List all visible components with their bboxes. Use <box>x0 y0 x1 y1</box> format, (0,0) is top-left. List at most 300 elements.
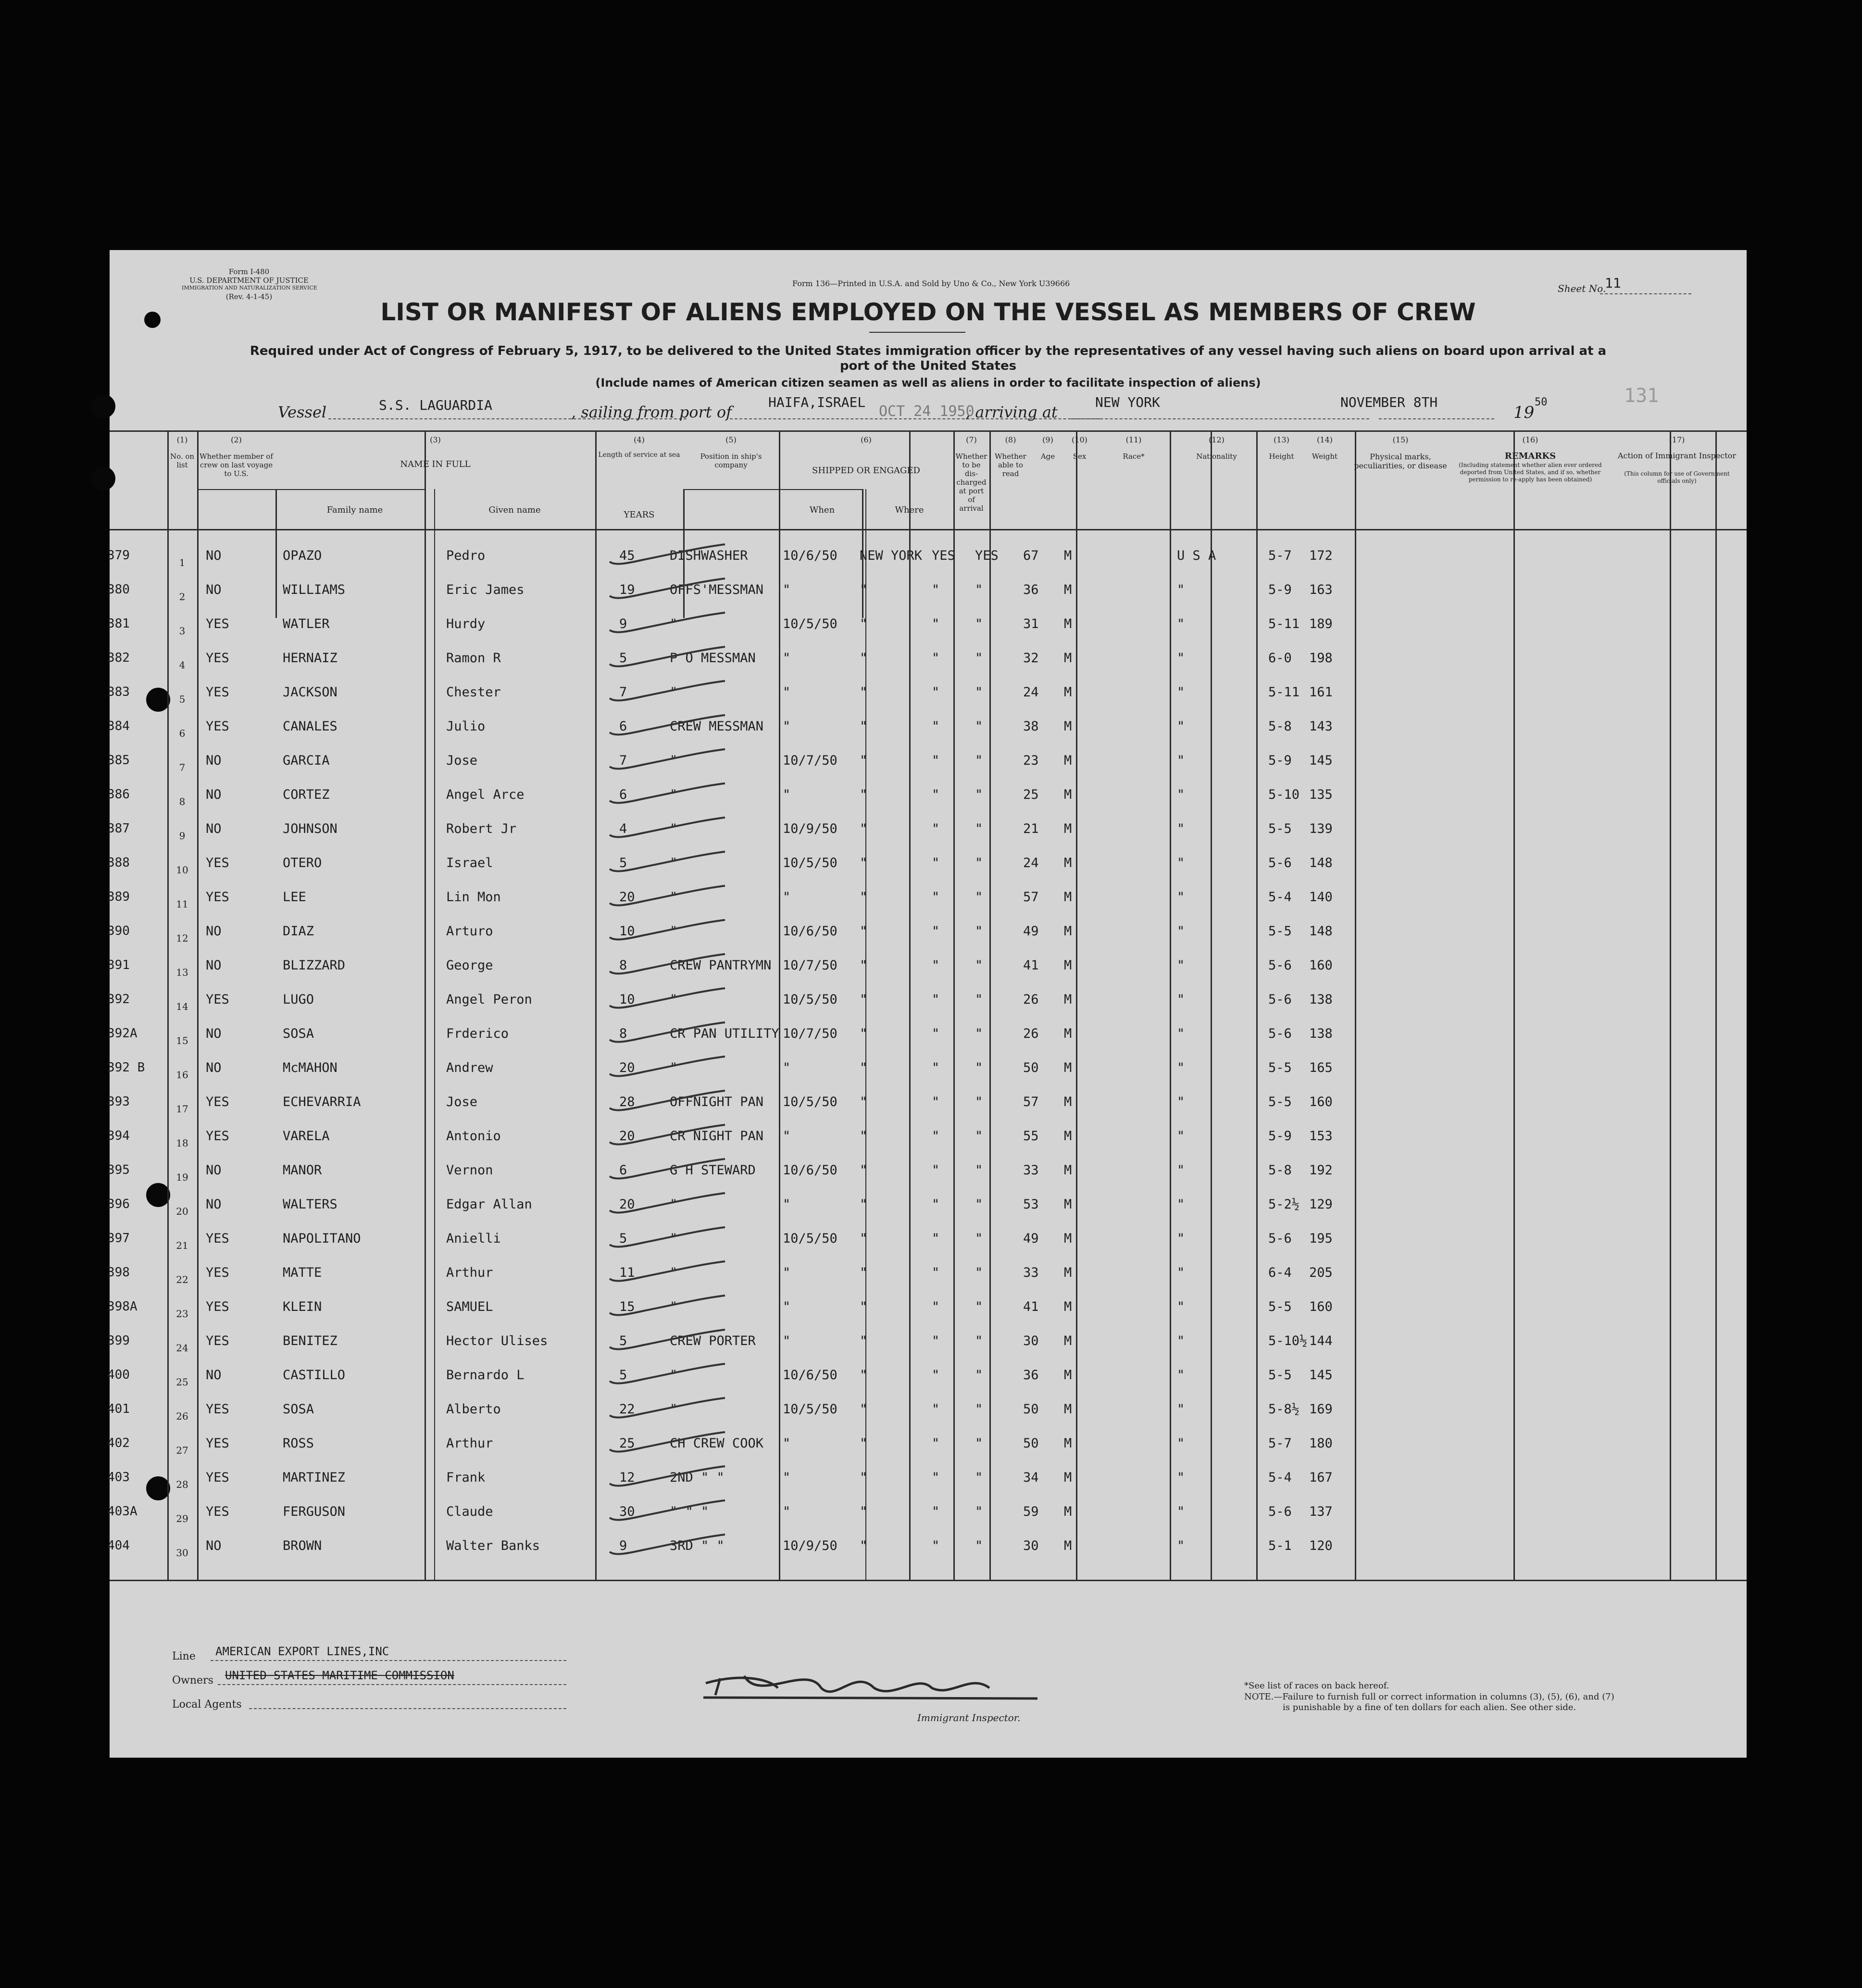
cell-weight: 145 <box>1309 1368 1333 1383</box>
check-mark <box>605 1089 730 1113</box>
cell-nat: " <box>1177 1436 1185 1451</box>
cell-height: 5-5 <box>1268 821 1292 836</box>
cell-margin: 380 <box>107 582 130 597</box>
cell-last: YES <box>206 1504 229 1519</box>
cell-disch: " <box>932 821 940 836</box>
cell-family: McMAHON <box>283 1060 337 1075</box>
cell-margin: 399 <box>107 1334 130 1348</box>
cell-family: DIAZ <box>283 924 314 939</box>
cell-margin: 394 <box>107 1129 130 1143</box>
cell-given: Robert Jr <box>446 821 517 836</box>
cell-pos: " <box>670 992 678 1007</box>
cell-last: NO <box>206 1538 222 1553</box>
cell-years: 6 <box>619 1163 627 1178</box>
cell-family: WILLIAMS <box>283 582 346 597</box>
cell-where: " <box>860 1197 868 1212</box>
cell-height: 5-4 <box>1268 890 1292 905</box>
cell-age: 25 <box>1023 787 1039 802</box>
cell-nat: U S A <box>1177 548 1216 563</box>
cell-where: NEW YORK <box>860 548 923 563</box>
cell-where: " <box>860 1265 868 1280</box>
cell-family: WATLER <box>283 617 330 631</box>
cell-no: 6 <box>179 728 186 739</box>
cell-read: " <box>975 1095 983 1109</box>
subtitle-3: (Include names of American citizen seamen as well as aliens in order to facilitate inspection of aliens) <box>595 376 1261 390</box>
table-row <box>107 914 1747 948</box>
cell-no: 17 <box>176 1103 188 1115</box>
cell-family: CORTEZ <box>283 787 330 802</box>
cell-where: " <box>860 685 868 700</box>
table-row <box>107 812 1747 846</box>
cell-margin: 392 B <box>107 1060 145 1075</box>
stamp-number: 131 <box>1624 385 1659 407</box>
race-note: *See list of races on back hereof. <box>1244 1681 1389 1691</box>
cell-given: Arthur <box>446 1265 493 1280</box>
cell-where: " <box>860 1504 868 1519</box>
cell-age: 38 <box>1023 719 1039 734</box>
cell-age: 50 <box>1023 1436 1039 1451</box>
cell-disch: " <box>932 685 940 700</box>
cell-last: NO <box>206 787 222 802</box>
check-mark <box>605 1464 730 1488</box>
cell-family: BLIZZARD <box>283 958 346 973</box>
column-number: (11) <box>1125 435 1142 444</box>
cell-read: " <box>975 1470 983 1485</box>
cell-where: " <box>860 1470 868 1485</box>
column-number: (9) <box>1042 435 1053 444</box>
cell-no: 5 <box>179 693 186 705</box>
cell-pos: " <box>670 1231 678 1246</box>
cell-margin: 389 <box>107 890 130 904</box>
table-row <box>107 1017 1747 1051</box>
check-mark <box>605 918 730 942</box>
cell-disch: " <box>932 1129 940 1144</box>
cell-height: 5-6 <box>1268 856 1292 870</box>
cell-no: 7 <box>179 762 186 773</box>
cell-family: GARCIA <box>283 753 330 768</box>
cell-family: BENITEZ <box>283 1334 337 1348</box>
cell-when: 10/5/50 <box>783 1402 837 1417</box>
cell-height: 5-5 <box>1268 1299 1292 1314</box>
name-header: NAME IN FULL <box>400 459 471 469</box>
cell-age: 30 <box>1023 1334 1039 1348</box>
cell-given: Israel <box>446 856 493 870</box>
cell-disch: " <box>932 719 940 734</box>
cell-height: 5-6 <box>1268 958 1292 973</box>
cell-when: 10/7/50 <box>783 958 837 973</box>
cell-age: 33 <box>1023 1265 1039 1280</box>
cell-pos: 3RD " " <box>670 1538 725 1553</box>
column-number: (10) <box>1072 435 1087 444</box>
cell-family: CASTILLO <box>283 1368 346 1383</box>
cell-nat: " <box>1177 1538 1185 1553</box>
cell-pos: " <box>670 753 678 768</box>
cell-years: 45 <box>619 548 635 563</box>
cell-weight: 120 <box>1309 1538 1333 1553</box>
cell-years: 12 <box>619 1470 635 1485</box>
check-mark <box>605 1123 730 1147</box>
cell-disch: " <box>932 651 940 666</box>
cell-given: Arthur <box>446 1436 493 1451</box>
cell-years: 20 <box>619 1197 635 1212</box>
cell-last: YES <box>206 1299 229 1314</box>
cell-given: Jose <box>446 753 478 768</box>
cell-read: " <box>975 992 983 1007</box>
cell-when: 10/5/50 <box>783 992 837 1007</box>
shipped-header: SHIPPED OR ENGAGED <box>812 466 920 476</box>
cell-where: " <box>860 1402 868 1417</box>
cell-sex: M <box>1064 1197 1072 1212</box>
cell-no: 4 <box>179 659 186 671</box>
cell-margin: 401 <box>107 1402 130 1416</box>
cell-family: FERGUSON <box>283 1504 346 1519</box>
cell-nat: " <box>1177 753 1185 768</box>
cell-last: YES <box>206 617 229 631</box>
cell-disch: " <box>932 1402 940 1417</box>
cell-nat: " <box>1177 685 1185 700</box>
check-mark <box>605 1294 730 1318</box>
cell-sex: M <box>1064 617 1072 631</box>
cell-disch: " <box>932 1299 940 1314</box>
cell-height: 6-4 <box>1268 1265 1292 1280</box>
cell-no: 10 <box>176 864 188 876</box>
table-row <box>107 1426 1747 1460</box>
cell-margin: 403A <box>107 1504 137 1519</box>
cell-weight: 148 <box>1309 924 1333 939</box>
inspector-action-note: (This column for use of Government officials only) <box>1624 470 1730 484</box>
cell-no: 18 <box>176 1137 188 1149</box>
cell-last: YES <box>206 1334 229 1348</box>
cell-sex: M <box>1064 1129 1072 1144</box>
cell-years: 5 <box>619 651 627 666</box>
cell-age: 34 <box>1023 1470 1039 1485</box>
cell-family: JACKSON <box>283 685 337 700</box>
fine-note-1: NOTE.—Failure to furnish full or correct information in columns (3), (5), (6), and (7) <box>1244 1692 1614 1702</box>
cell-given: Edgar Allan <box>446 1197 532 1212</box>
header-sub-rule <box>683 489 862 490</box>
cell-read: " <box>975 651 983 666</box>
cell-where: " <box>860 1368 868 1383</box>
cell-weight: 139 <box>1309 821 1333 836</box>
cell-given: Walter Banks <box>446 1538 540 1553</box>
cell-weight: 172 <box>1309 548 1333 563</box>
cell-no: 2 <box>179 591 186 603</box>
cell-pos: " <box>670 1402 678 1417</box>
cell-given: Angel Arce <box>446 787 525 802</box>
cell-age: 50 <box>1023 1060 1039 1075</box>
check-mark <box>605 1362 730 1386</box>
cell-years: 8 <box>619 958 627 973</box>
agents-label: Local Agents <box>172 1699 242 1711</box>
table-row <box>107 1085 1747 1119</box>
cell-years: 7 <box>619 685 627 700</box>
column-number: (2) <box>231 435 242 444</box>
department: U.S. DEPARTMENT OF JUSTICE <box>189 276 309 285</box>
cell-sex: M <box>1064 1163 1072 1178</box>
cell-nat: " <box>1177 890 1185 905</box>
cell-given: Alberto <box>446 1402 501 1417</box>
cell-weight: 145 <box>1309 753 1333 768</box>
cell-disch: " <box>932 1095 940 1109</box>
check-mark <box>605 1328 730 1352</box>
column-number: (16) <box>1522 435 1538 444</box>
cell-pos: " <box>670 685 678 700</box>
cell-disch: " <box>932 890 940 905</box>
cell-pos: CREW PANTRYMN <box>670 958 772 973</box>
cell-given: Frderico <box>446 1026 509 1041</box>
cell-weight: 161 <box>1309 685 1333 700</box>
cell-margin: 402 <box>107 1436 130 1450</box>
check-mark <box>605 645 730 669</box>
c15-header: Physical marks, peculiarities, or disease <box>1354 452 1447 470</box>
cell-given: Antonio <box>446 1129 501 1144</box>
cell-no: 28 <box>176 1479 188 1490</box>
cell-weight: 192 <box>1309 1163 1333 1178</box>
cell-read: " <box>975 1436 983 1451</box>
cell-age: 41 <box>1023 958 1039 973</box>
cell-disch: " <box>932 958 940 973</box>
cell-when: 10/6/50 <box>783 1163 837 1178</box>
punch-hole <box>91 394 115 418</box>
cell-family: BROWN <box>283 1538 322 1553</box>
cell-given: Eric James <box>446 582 525 597</box>
sheet-number: 11 <box>1605 275 1621 291</box>
cell-pos: CREW PORTER <box>670 1334 756 1348</box>
cell-last: NO <box>206 821 222 836</box>
cell-sex: M <box>1064 1026 1072 1041</box>
cell-height: 5-8 <box>1268 1163 1292 1178</box>
cell-no: 14 <box>176 1001 188 1012</box>
cell-read: " <box>975 753 983 768</box>
cell-pos: CREW MESSMAN <box>670 719 764 734</box>
cell-pos: " <box>670 1368 678 1383</box>
c14-header: Weight <box>1312 452 1338 461</box>
cell-pos: DISHWASHER <box>670 548 748 563</box>
sailing-label: , sailing from port of <box>571 403 732 421</box>
line-label: Line <box>172 1650 196 1662</box>
vessel-name: S.S. LAGUARDIA <box>379 397 493 413</box>
cell-last: YES <box>206 856 229 870</box>
cell-disch: " <box>932 1436 940 1451</box>
cell-family: SOSA <box>283 1402 314 1417</box>
header-sub-rule <box>197 489 425 490</box>
cell-when: 10/6/50 <box>783 548 837 563</box>
cell-margin: 395 <box>107 1163 130 1177</box>
cell-where: " <box>860 890 868 905</box>
column-number: (14) <box>1317 435 1333 444</box>
column-number: (6) <box>861 435 872 444</box>
cell-height: 5-4 <box>1268 1470 1292 1485</box>
column-number: (1) <box>176 435 188 444</box>
cell-where: " <box>860 1299 868 1314</box>
c12-header: Nationality <box>1196 452 1237 461</box>
cell-no: 3 <box>179 625 186 637</box>
cell-weight: 189 <box>1309 617 1333 631</box>
cell-sex: M <box>1064 890 1072 905</box>
cell-height: 5-11 <box>1268 617 1300 631</box>
cell-age: 36 <box>1023 1368 1039 1383</box>
c8-header: Whether able to read <box>995 452 1026 478</box>
table-bottom-rule <box>110 1580 1747 1581</box>
cell-last: NO <box>206 1060 222 1075</box>
cell-disch: " <box>932 753 940 768</box>
inspector-signature <box>701 1654 1047 1712</box>
cell-years: 28 <box>619 1095 635 1109</box>
cell-family: HERNAIZ <box>283 651 337 666</box>
cell-height: 5-6 <box>1268 992 1292 1007</box>
check-mark <box>605 679 730 703</box>
cell-last: NO <box>206 1026 222 1041</box>
cell-nat: " <box>1177 1026 1185 1041</box>
cell-read: " <box>975 1265 983 1280</box>
cell-years: 11 <box>619 1265 635 1280</box>
cell-pos: P O MESSMAN <box>670 651 756 666</box>
cell-family: WALTERS <box>283 1197 337 1212</box>
cell-height: 5-9 <box>1268 582 1292 597</box>
table-row <box>107 607 1747 641</box>
cell-weight: 205 <box>1309 1265 1333 1280</box>
cell-margin: 379 <box>107 548 130 563</box>
owners-value: UNITED STATES MARITIME COMMISSION <box>225 1669 454 1682</box>
cell-family: MARTINEZ <box>283 1470 346 1485</box>
cell-nat: " <box>1177 1368 1185 1383</box>
cell-margin: 393 <box>107 1095 130 1109</box>
cell-family: LEE <box>283 890 306 905</box>
cell-disch: " <box>932 1163 940 1178</box>
cell-given: Angel Peron <box>446 992 532 1007</box>
cell-given: Bernardo L <box>446 1368 525 1383</box>
cell-read: " <box>975 582 983 597</box>
cell-nat: " <box>1177 1334 1185 1348</box>
cell-years: 8 <box>619 1026 627 1041</box>
cell-given: Jose <box>446 1095 478 1109</box>
cell-family: CANALES <box>283 719 337 734</box>
cell-read: " <box>975 1231 983 1246</box>
cell-margin: 386 <box>107 787 130 802</box>
cell-nat: " <box>1177 651 1185 666</box>
c11-header: Race* <box>1123 452 1145 461</box>
cell-given: Andrew <box>446 1060 493 1075</box>
cell-given: George <box>446 958 493 973</box>
cell-height: 5-10½ <box>1268 1334 1308 1348</box>
cell-where: " <box>860 856 868 870</box>
inspector-label: Immigrant Inspector. <box>917 1712 1021 1724</box>
cell-where: " <box>860 958 868 973</box>
cell-pos: " <box>670 1299 678 1314</box>
cell-family: MANOR <box>283 1163 322 1178</box>
cell-years: 10 <box>619 924 635 939</box>
c9-header: Age <box>1040 452 1055 461</box>
cell-margin: 400 <box>107 1368 130 1382</box>
cell-nat: " <box>1177 1504 1185 1519</box>
cell-disch: " <box>932 924 940 939</box>
cell-years: 5 <box>619 1368 627 1383</box>
cell-sex: M <box>1064 1402 1072 1417</box>
cell-no: 13 <box>176 967 188 978</box>
cell-years: 5 <box>619 856 627 870</box>
check-mark <box>605 1533 730 1557</box>
check-mark <box>605 1225 730 1249</box>
cell-height: 5-7 <box>1268 1436 1292 1451</box>
table-row <box>107 880 1747 914</box>
cell-where: " <box>860 617 868 631</box>
cell-margin: 382 <box>107 651 130 665</box>
cell-given: Lin Mon <box>446 890 501 905</box>
cell-no: 29 <box>176 1513 188 1524</box>
cell-margin: 391 <box>107 958 130 972</box>
cell-where: " <box>860 753 868 768</box>
cell-pos: " <box>670 856 678 870</box>
cell-disch: " <box>932 1334 940 1348</box>
cell-age: 53 <box>1023 1197 1039 1212</box>
cell-pos: CR NIGHT PAN <box>670 1129 764 1144</box>
cell-weight: 163 <box>1309 582 1333 597</box>
cell-height: 6-0 <box>1268 651 1292 666</box>
cell-last: NO <box>206 548 222 563</box>
cell-years: 15 <box>619 1299 635 1314</box>
check-mark <box>605 816 730 840</box>
cell-read: " <box>975 856 983 870</box>
cell-where: " <box>860 821 868 836</box>
cell-weight: 167 <box>1309 1470 1333 1485</box>
column-number: (7) <box>966 435 977 444</box>
cell-height: 5-6 <box>1268 1026 1292 1041</box>
cell-years: 4 <box>619 821 627 836</box>
cell-pos: " " " <box>670 1504 709 1519</box>
cell-weight: 169 <box>1309 1402 1333 1417</box>
cell-where: " <box>860 1060 868 1075</box>
cell-family: VARELA <box>283 1129 330 1144</box>
cell-when: 10/7/50 <box>783 753 837 768</box>
date-stamp: OCT 24 1950 <box>879 403 975 420</box>
arrival-port: NEW YORK <box>1095 394 1160 410</box>
c5-header: Position in ship's company <box>700 452 762 469</box>
cell-pos: CR PAN UTILITY <box>670 1026 779 1041</box>
cell-years: 7 <box>619 753 627 768</box>
cell-weight: 165 <box>1309 1060 1333 1075</box>
check-mark <box>605 577 730 601</box>
cell-nat: " <box>1177 1129 1185 1144</box>
cell-last: NO <box>206 1368 222 1383</box>
cell-when: 10/5/50 <box>783 1095 837 1109</box>
cell-years: 10 <box>619 992 635 1007</box>
table-row <box>107 982 1747 1017</box>
where-header: Where <box>895 505 924 515</box>
cell-no: 22 <box>176 1274 188 1285</box>
table-row <box>107 1460 1747 1495</box>
fine-note-2: is punishable by a fine of ten dollars for each alien. See other side. <box>1283 1702 1576 1712</box>
cell-read: " <box>975 787 983 802</box>
cell-given: Julio <box>446 719 486 734</box>
departure-port: HAIFA,ISRAEL <box>768 394 866 410</box>
table-row <box>107 573 1747 607</box>
cell-sex: M <box>1064 582 1072 597</box>
check-mark <box>605 986 730 1010</box>
cell-weight: 160 <box>1309 1095 1333 1109</box>
cell-last: YES <box>206 890 229 905</box>
cell-margin: 397 <box>107 1231 130 1246</box>
cell-age: 23 <box>1023 753 1039 768</box>
cell-given: Chester <box>446 685 501 700</box>
c13-header: Height <box>1269 452 1294 461</box>
cell-pos: " <box>670 1197 678 1212</box>
check-mark <box>605 781 730 805</box>
cell-sex: M <box>1064 1538 1072 1553</box>
when-header: When <box>809 505 835 515</box>
table-row <box>107 1221 1747 1256</box>
cell-height: 5-7 <box>1268 548 1292 563</box>
owners-label: Owners <box>172 1674 213 1686</box>
